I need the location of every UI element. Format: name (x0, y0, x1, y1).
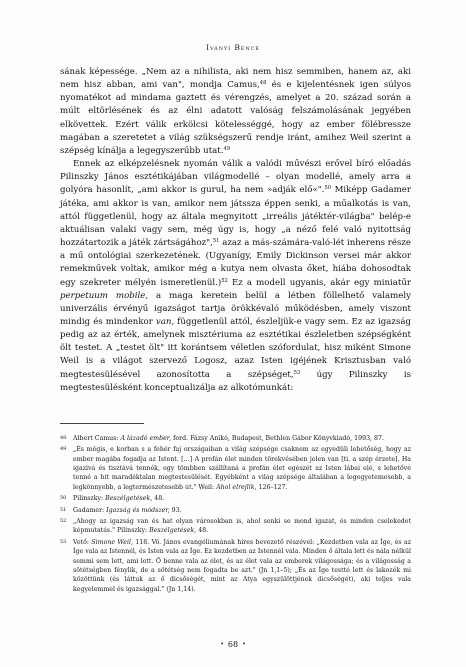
text-span: azaz a más-számára-való-lét inherens része a mű ontológiai szerkezetének. (Ugyanígy, Emily Dickinson versei már akkor remekművek voltak, amikor még a kutya nem olvasta őket, hiába dohosodtak egy szekreter mélyén ismeretlenül.) (60, 238, 411, 288)
footnote (60, 434, 411, 443)
footnote-text: 48. (152, 495, 165, 503)
footnote (60, 506, 411, 515)
footnote (60, 494, 411, 503)
footnote-number: 53 (60, 538, 67, 545)
text-span: sának képessége. „Nem az a nihilista, aki nem hisz semmiben, hanem az, aki nem hisz abban, ami van", mondja Camus, (60, 67, 411, 91)
footnote-ref[interactable]: 52 (221, 277, 228, 284)
footnote-text: Gadamer: (73, 506, 107, 514)
footnote-ref[interactable]: 51 (212, 238, 220, 245)
italic-term: perpetuum mobile, (60, 290, 149, 301)
footnote-ref[interactable]: 50 (324, 185, 331, 192)
footnote-title: Simone Weil, (91, 538, 133, 546)
footnote-text: Vető: (73, 538, 92, 546)
footnote-text: 118. Vö. János evangéliumának híres bevezető részével: „Kezdetben vala az Íge, és az Íge vala az Istennél, és Isten vala az Íge. Ez kezdetben az Istennél vala. Minden ő általa lett és nála nélkül semmi sem lett, ami lett. Ő benne vala az élet, és az élet vala az emberek világossága; és a világosság a sötétségben fénylik, de a sötétség nem fogadta be azt." (Jn 1,1–5); „És az Íge testté lett és lakozék mi közöttünk (és láttuk az ő dicsőségét, mint az Atya egyszülöttjének dicsőségét), aki teljes vala kegyelemmel és igazsággal." (Jn 1,14). (73, 538, 411, 593)
footnote-ref[interactable]: 48 (259, 80, 267, 87)
footnote-divider (60, 423, 144, 424)
footnote-title: Beszélgetések, (149, 527, 197, 535)
footnote-number: 48 (60, 435, 67, 441)
footnote-ref[interactable]: 53 (293, 369, 301, 376)
footnote-number: 51 (60, 506, 67, 513)
running-header: Iványi Bence (206, 43, 260, 52)
paragraph (60, 158, 411, 395)
text-span: függetlenül attól, észleljük-e vagy sem. Ez az igazság pedig az az érték, amelynek misztériuma az esztétikai észleletben szépségként ölt testet. A „testet ölt" itt korántsem véletlen szófordulat, hisz miként Simone Weil is a világot szervező Logosz, azaz Isten igéjének Krisztusban való megtestesülésével azonosította a szépséget, (60, 316, 411, 380)
footnotes (60, 434, 411, 596)
footnote-text: 93. (169, 506, 182, 514)
text-span: úgy Pilinszky is megtestesülésként konceptualizálja az alkotómunkát: (60, 369, 412, 393)
footnote-number: 50 (60, 495, 67, 502)
text-span: Ez a modell ugyanis, akár egy miniatűr (227, 277, 411, 288)
footnote-text: „És mégis, e korban s a fehér faj országaiban a világ szépsége csaknem az egyedüli lehetőség, hogy az ember magába fogadja az Istent. […] A profán élet minden törekvésében jelen van [ti. a szép érzete]. Ha igazivá és tisztává tennék, egy tömbben szállítaná a profán élet egészét az Isten lábai elé, s lehetővé tenné a hit maradéktalan megtestesülését. Egyébként a világ szépsége általában a legegyetemesebb, a legkönnyebb, a legtermészetesebb út." Weil: (73, 446, 411, 491)
page-footer (0, 640, 466, 649)
footnote-text: ford. Fázsy Anikó, Budapest, Bethlen Gábor Könyvkiadó, 1993, 87. (171, 435, 384, 442)
ornament-dot: • (220, 641, 224, 648)
ornament-dot: • (242, 641, 246, 648)
footnote-title: Beszélgetések, (105, 495, 153, 503)
footnote-title: A lázadó ember, (120, 435, 172, 442)
paragraph (60, 66, 411, 158)
footnote-title: Ahol elrejlik, (216, 483, 257, 491)
footnote-number: 52 (60, 518, 67, 525)
text-span: a maga keretein belül a létben föllelhető valamely univerzális érvényű igazságot tartja örökkévaló működésben, amely viszont mindig és mindenkor (60, 290, 411, 327)
text-span: és e kijelentésnek igen súlyos nyomatékot ad mindama gaztett és vérengzés, amelyet a 20. század során a múlt eltörlésének és az élni adatott valóság felszámolásának jegyében elkövettek. Ezért válik erkölcsi kötelességgé, hogy az ember fölébressze magában a szeretetet a világ szükségszerű rendje iránt, amihez Weil szerint a szépség kínálja a legegyszerűbb utat. (60, 80, 411, 156)
footnote-text: Pilinszky: (73, 495, 106, 503)
page-number: 68 (227, 640, 239, 649)
footnote-text: „Ahogy az igazság van és hat olyan városokban is, ahol senki se mond igazat, és minden cselekedet képmutatás." Pilinszky: (73, 518, 411, 535)
footnote (60, 445, 411, 492)
text-span: Ennek az elképzelésnek nyomán válik a valódi művészi erővel bíró előadás Pilinszky János esztétikájában világmodellé – olyan modellé, amely arra a golyóra hasonlít, „ami akkor is gurul, ha nem »adják elő«". (60, 159, 411, 196)
footnote-text: 48. (196, 527, 209, 535)
footnote (60, 538, 411, 594)
footnote-ref[interactable]: 49 (223, 145, 231, 152)
footnote-title: Igazság és módszer, (106, 506, 170, 514)
footnote-text: Albert Camus: (73, 435, 121, 442)
footnote-text: 126–127. (256, 483, 288, 491)
italic-term: van, (155, 316, 175, 327)
footnote (60, 517, 411, 536)
main-text (60, 66, 411, 395)
footnote-number: 49 (60, 446, 67, 453)
text-span: Miképp Gadamer játéka, ami akkor is van, amikor nem játssza éppen senki, a műalkotás is van, attól függetlenül, hogy az általa megnyitott „irreális játéktér-világba" belép-e aktuálisan valaki vagy sem, még úgy is, hogy „a néző felé való nyitottság hozzátartozik a játék zártságához", (60, 185, 411, 249)
